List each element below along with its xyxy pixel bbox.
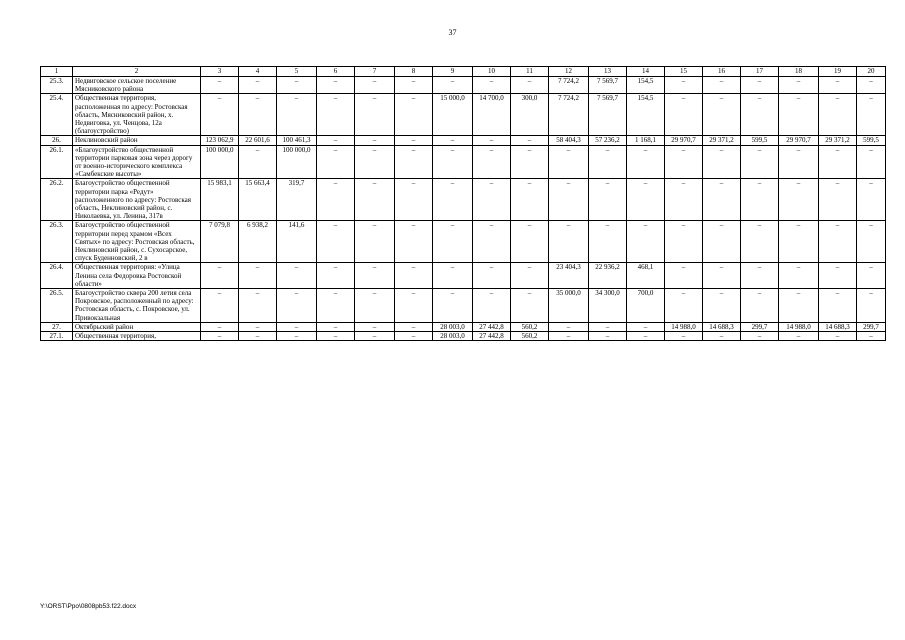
value-cell: – [703, 77, 741, 94]
column-number-18: 18 [779, 67, 819, 77]
value-cell: 28 003,0 [433, 332, 473, 341]
value-cell: – [239, 322, 277, 331]
value-cell: – [511, 136, 549, 145]
column-number-15: 15 [665, 67, 703, 77]
column-number-6: 6 [317, 67, 355, 77]
value-cell: – [741, 263, 779, 289]
value-cell: – [779, 221, 819, 263]
value-cell: – [395, 136, 433, 145]
file-path-footer: Y:\ORST\Ppo\0808pb53.f22.docx [40, 603, 137, 610]
column-number-17: 17 [741, 67, 779, 77]
row-number-cell: 26.1. [41, 145, 73, 179]
value-cell: – [857, 179, 886, 221]
value-cell: 7 569,7 [589, 77, 627, 94]
value-cell: – [239, 145, 277, 179]
value-cell: 7 724,2 [549, 77, 589, 94]
value-cell: – [395, 221, 433, 263]
row-number-cell: 26. [41, 136, 73, 145]
table-row [41, 322, 886, 331]
value-cell: – [665, 332, 703, 341]
value-cell: – [589, 332, 627, 341]
value-cell: 468,1 [627, 263, 665, 289]
row-number-cell: 26.2. [41, 179, 73, 221]
value-cell: – [703, 289, 741, 323]
column-number-19: 19 [819, 67, 857, 77]
value-cell: – [549, 322, 589, 331]
table-row [41, 136, 886, 145]
row-number-cell: 26.3. [41, 221, 73, 263]
value-cell: – [857, 145, 886, 179]
budget-table-container [40, 66, 879, 596]
value-cell: 700,0 [627, 289, 665, 323]
row-name-cell: Общественная территория, расположенная по адресу: Ростовская область, Мясниковский район, х. Недвиговка, ул. Ченцова, 12а (благоустройство) [73, 94, 201, 136]
row-name-cell: Благоустройство общественной территории парка «Редут» расположенного по адресу: Ростовская область, Неклиновский район, с. Николаевка, ул. Ленина, 317в [73, 179, 201, 221]
budget-table [40, 66, 886, 341]
value-cell: 29 371,2 [819, 136, 857, 145]
value-cell: 7 079,8 [201, 221, 239, 263]
value-cell: – [473, 136, 511, 145]
value-cell: – [317, 289, 355, 323]
value-cell: – [239, 289, 277, 323]
value-cell: – [511, 179, 549, 221]
value-cell: – [779, 289, 819, 323]
value-cell: – [395, 332, 433, 341]
value-cell: – [395, 179, 433, 221]
value-cell: – [317, 77, 355, 94]
value-cell: – [433, 136, 473, 145]
value-cell: – [239, 77, 277, 94]
value-cell: – [201, 322, 239, 331]
value-cell: 58 404,3 [549, 136, 589, 145]
row-number-cell: 25.3. [41, 77, 73, 94]
value-cell: – [277, 263, 317, 289]
value-cell: – [589, 145, 627, 179]
value-cell: – [395, 263, 433, 289]
value-cell: – [355, 332, 395, 341]
value-cell: 100 000,0 [277, 145, 317, 179]
value-cell: – [277, 332, 317, 341]
value-cell: – [741, 145, 779, 179]
value-cell: 27 442,8 [473, 332, 511, 341]
value-cell: 7 569,7 [589, 94, 627, 136]
value-cell: 14 688,3 [703, 322, 741, 331]
value-cell: – [589, 322, 627, 331]
value-cell: 15 000,0 [433, 94, 473, 136]
column-number-16: 16 [703, 67, 741, 77]
value-cell: – [239, 94, 277, 136]
value-cell: 35 000,0 [549, 289, 589, 323]
column-number-5: 5 [277, 67, 317, 77]
value-cell: – [819, 289, 857, 323]
value-cell: – [473, 179, 511, 221]
value-cell: – [589, 221, 627, 263]
row-name-cell: Недвиговское сельское поселение Мясниковского района [73, 77, 201, 94]
value-cell: – [355, 145, 395, 179]
value-cell: – [433, 263, 473, 289]
row-name-cell: Неклиновский район [73, 136, 201, 145]
value-cell: – [355, 179, 395, 221]
column-number-1: 1 [41, 67, 73, 77]
value-cell: – [433, 77, 473, 94]
row-number-cell: 26.4. [41, 263, 73, 289]
value-cell: 14 988,0 [665, 322, 703, 331]
value-cell: – [549, 332, 589, 341]
value-cell: – [665, 145, 703, 179]
column-number-row [41, 67, 886, 77]
value-cell: 560,2 [511, 322, 549, 331]
value-cell: – [857, 94, 886, 136]
value-cell: – [703, 94, 741, 136]
value-cell: 123 062,9 [201, 136, 239, 145]
value-cell: 14 688,3 [819, 322, 857, 331]
value-cell: – [741, 289, 779, 323]
value-cell: – [239, 263, 277, 289]
value-cell: – [857, 332, 886, 341]
value-cell: – [239, 332, 277, 341]
value-cell: – [395, 289, 433, 323]
value-cell: 23 404,3 [549, 263, 589, 289]
value-cell: – [665, 77, 703, 94]
column-number-4: 4 [239, 67, 277, 77]
value-cell: 100 000,0 [201, 145, 239, 179]
column-number-9: 9 [433, 67, 473, 77]
column-number-8: 8 [395, 67, 433, 77]
value-cell: 27 442,8 [473, 322, 511, 331]
row-number-cell: 27. [41, 322, 73, 331]
value-cell: – [819, 179, 857, 221]
table-row [41, 289, 886, 323]
value-cell: 22 936,2 [589, 263, 627, 289]
value-cell: – [819, 332, 857, 341]
value-cell: – [703, 332, 741, 341]
value-cell: – [665, 221, 703, 263]
value-cell: – [779, 94, 819, 136]
value-cell: – [627, 179, 665, 221]
value-cell: – [277, 77, 317, 94]
value-cell: – [317, 179, 355, 221]
value-cell: – [857, 77, 886, 94]
row-number-cell: 25.4. [41, 94, 73, 136]
row-number-cell: 26.5. [41, 289, 73, 323]
value-cell: 14 700,0 [473, 94, 511, 136]
value-cell: 29 970,7 [779, 136, 819, 145]
row-name-cell: Благоустройство общественной территории перед храмом «Всех Святых» по адресу: Ростовская область, Неклиновский район, с. Сухосарское, спуск Буденновский, 2 в [73, 221, 201, 263]
value-cell: 141,6 [277, 221, 317, 263]
table-body [41, 77, 886, 341]
table-row [41, 332, 886, 341]
value-cell: – [549, 145, 589, 179]
value-cell: – [317, 263, 355, 289]
value-cell: 154,5 [627, 77, 665, 94]
value-cell: – [355, 77, 395, 94]
value-cell: – [511, 145, 549, 179]
value-cell: 22 601,6 [239, 136, 277, 145]
value-cell: – [857, 221, 886, 263]
value-cell: – [317, 94, 355, 136]
value-cell: – [627, 332, 665, 341]
value-cell: 29 970,7 [665, 136, 703, 145]
row-name-cell: «Благоустройство общественной территории парковая зона через дорогу от военно-исторического комплекса «Самбекские высоты» [73, 145, 201, 179]
value-cell: – [741, 179, 779, 221]
column-number-7: 7 [355, 67, 395, 77]
page-number: 37 [448, 28, 457, 37]
value-cell: 154,5 [627, 94, 665, 136]
column-number-3: 3 [201, 67, 239, 77]
value-cell: – [741, 221, 779, 263]
value-cell: – [511, 289, 549, 323]
value-cell: 1 168,1 [627, 136, 665, 145]
value-cell: – [779, 145, 819, 179]
table-row [41, 94, 886, 136]
value-cell: – [857, 289, 886, 323]
value-cell: – [277, 289, 317, 323]
value-cell: – [589, 179, 627, 221]
value-cell: 29 371,2 [703, 136, 741, 145]
value-cell: – [857, 263, 886, 289]
row-number-cell: 27.1. [41, 332, 73, 341]
table-row [41, 221, 886, 263]
value-cell: – [665, 94, 703, 136]
value-cell: – [741, 77, 779, 94]
value-cell: – [201, 94, 239, 136]
value-cell: – [395, 145, 433, 179]
row-name-cell: Общественная территория: «Улица Ленина села Федоровка Ростовской области» [73, 263, 201, 289]
value-cell: – [317, 136, 355, 145]
value-cell: – [277, 94, 317, 136]
value-cell: – [433, 221, 473, 263]
value-cell: – [665, 179, 703, 221]
value-cell: – [511, 77, 549, 94]
table-row [41, 77, 886, 94]
value-cell: – [355, 221, 395, 263]
value-cell: – [819, 221, 857, 263]
column-number-20: 20 [857, 67, 886, 77]
value-cell: – [355, 322, 395, 331]
value-cell: – [627, 322, 665, 331]
value-cell: – [703, 179, 741, 221]
value-cell: – [395, 322, 433, 331]
row-name-cell: Общественная территория, [73, 332, 201, 341]
row-name-cell: Октябрьский район [73, 322, 201, 331]
value-cell: 599,5 [741, 136, 779, 145]
value-cell: 299,7 [857, 322, 886, 331]
value-cell: – [355, 94, 395, 136]
value-cell: 7 724,2 [549, 94, 589, 136]
value-cell: 6 938,2 [239, 221, 277, 263]
value-cell: – [317, 332, 355, 341]
value-cell: 560,2 [511, 332, 549, 341]
value-cell: 319,7 [277, 179, 317, 221]
value-cell: – [741, 94, 779, 136]
value-cell: – [433, 289, 473, 323]
value-cell: – [779, 179, 819, 221]
value-cell: – [549, 179, 589, 221]
table-row [41, 263, 886, 289]
value-cell: – [819, 263, 857, 289]
value-cell: – [201, 77, 239, 94]
value-cell: 300,0 [511, 94, 549, 136]
value-cell: – [779, 77, 819, 94]
value-cell: – [511, 221, 549, 263]
value-cell: – [665, 289, 703, 323]
column-number-2: 2 [73, 67, 201, 77]
value-cell: 599,5 [857, 136, 886, 145]
value-cell: – [779, 332, 819, 341]
value-cell: – [395, 94, 433, 136]
value-cell: – [433, 179, 473, 221]
column-number-14: 14 [627, 67, 665, 77]
value-cell: – [665, 263, 703, 289]
value-cell: – [819, 145, 857, 179]
value-cell: – [355, 136, 395, 145]
value-cell: – [473, 263, 511, 289]
value-cell: 34 300,0 [589, 289, 627, 323]
value-cell: – [317, 221, 355, 263]
value-cell: – [277, 322, 317, 331]
value-cell: – [355, 289, 395, 323]
value-cell: – [395, 77, 433, 94]
value-cell: – [473, 77, 511, 94]
value-cell: – [703, 263, 741, 289]
value-cell: 57 236,2 [589, 136, 627, 145]
row-name-cell: Благоустройство сквера 200 летия села Покровское, расположенный по адресу: Ростовская область, с. Покровское, ул. Привокзальная [73, 289, 201, 323]
column-number-11: 11 [511, 67, 549, 77]
value-cell: – [473, 145, 511, 179]
value-cell: 15 983,1 [201, 179, 239, 221]
value-cell: – [433, 145, 473, 179]
column-number-12: 12 [549, 67, 589, 77]
value-cell: – [473, 221, 511, 263]
value-cell: – [627, 145, 665, 179]
value-cell: – [703, 145, 741, 179]
table-row [41, 179, 886, 221]
value-cell: – [201, 289, 239, 323]
value-cell: 100 461,3 [277, 136, 317, 145]
value-cell: – [201, 332, 239, 341]
table-row [41, 145, 886, 179]
value-cell: 15 663,4 [239, 179, 277, 221]
value-cell: – [549, 221, 589, 263]
value-cell: – [317, 322, 355, 331]
value-cell: – [819, 94, 857, 136]
value-cell: 28 003,0 [433, 322, 473, 331]
column-number-10: 10 [473, 67, 511, 77]
value-cell: – [473, 289, 511, 323]
value-cell: – [511, 263, 549, 289]
column-number-13: 13 [589, 67, 627, 77]
value-cell: 14 988,0 [779, 322, 819, 331]
value-cell: – [317, 145, 355, 179]
value-cell: – [201, 263, 239, 289]
value-cell: – [703, 221, 741, 263]
value-cell: – [819, 77, 857, 94]
value-cell: – [741, 332, 779, 341]
value-cell: – [627, 221, 665, 263]
value-cell: – [779, 263, 819, 289]
value-cell: 299,7 [741, 322, 779, 331]
value-cell: – [355, 263, 395, 289]
